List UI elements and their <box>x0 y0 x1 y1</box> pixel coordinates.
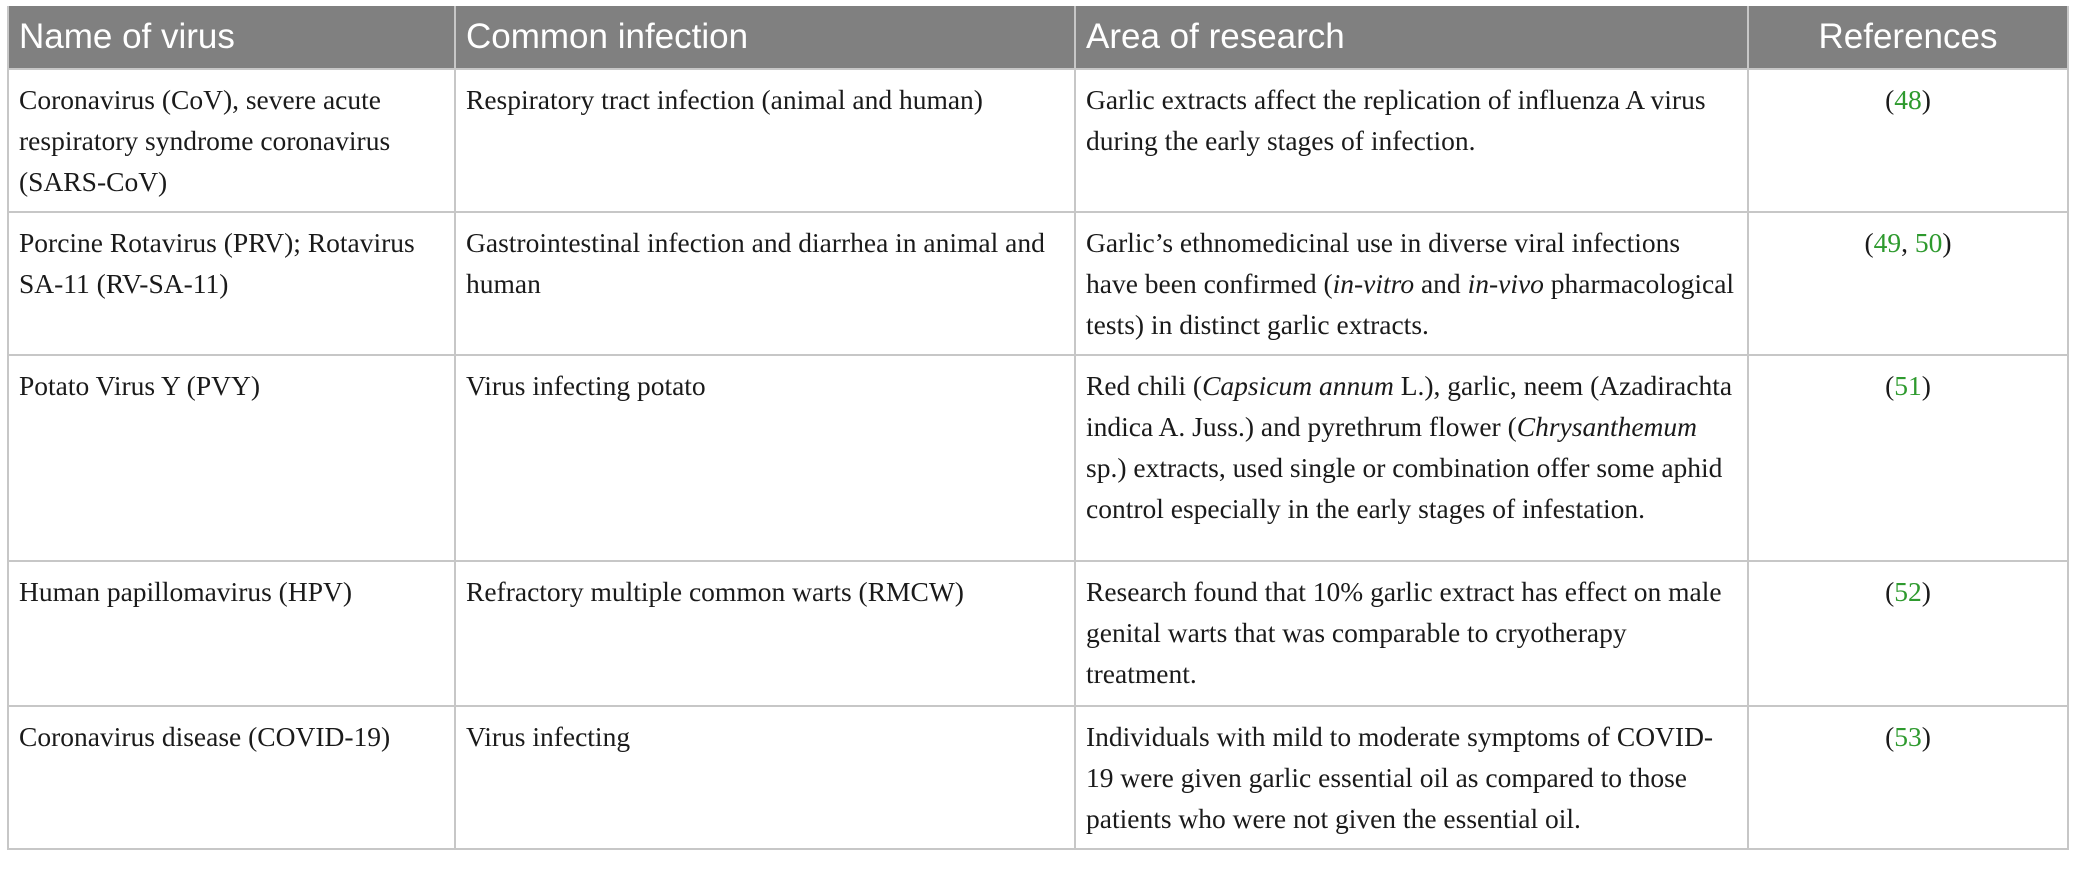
infection-cell: Virus infecting <box>455 706 1075 849</box>
header-research: Area of research <box>1075 6 1748 69</box>
research-cell: Garlic extracts affect the replication of influenza A virus during the early stages of infection. <box>1075 69 1748 212</box>
header-infection: Common infection <box>455 6 1075 69</box>
header-row <box>8 6 2068 69</box>
research-text: sp.) extracts, used single or combination offer some aphid control especially in the early stages of infestation. <box>1086 452 1723 524</box>
research-cell <box>1075 212 1748 355</box>
ref-paren-open: ( <box>1885 370 1895 401</box>
reference-link[interactable]: 49 <box>1873 227 1902 258</box>
infection-cell: Respiratory tract infection (animal and human) <box>455 69 1075 212</box>
reference-cell <box>1748 355 2068 561</box>
table-row <box>8 355 2068 561</box>
ref-paren-open: ( <box>1864 227 1874 258</box>
ref-paren-close: ) <box>1942 227 1952 258</box>
research-italic: Capsicum annum <box>1202 370 1394 401</box>
reference-link[interactable]: 53 <box>1894 721 1922 752</box>
research-text: Red chili ( <box>1086 370 1203 401</box>
reference-cell <box>1748 706 2068 849</box>
research-text: L.), garlic, neem (Azadirachta indica A. Juss.) and pyrethrum flower ( <box>1086 370 1733 442</box>
reference-cell <box>1748 69 2068 212</box>
ref-paren-open: ( <box>1885 576 1895 607</box>
header-references: References <box>1748 6 2068 69</box>
virus-cell: Porcine Rotavirus (PRV); Rotavirus SA-11 (RV-SA-11) <box>8 212 455 355</box>
reference-link[interactable]: 48 <box>1894 84 1922 115</box>
ref-paren-close: ) <box>1921 370 1931 401</box>
virus-research-table <box>7 6 2069 850</box>
table-row <box>8 706 2068 849</box>
ref-separator: , <box>1901 227 1915 258</box>
reference-cell <box>1748 561 2068 706</box>
research-cell <box>1075 355 1748 561</box>
research-italic: in-vivo <box>1467 268 1544 299</box>
research-italic: Chrysanthemum <box>1516 411 1698 442</box>
research-text: and <box>1414 268 1468 299</box>
infection-cell: Gastrointestinal infection and diarrhea in animal and human <box>455 212 1075 355</box>
table-row <box>8 561 2068 706</box>
table-row <box>8 212 2068 355</box>
ref-paren-close: ) <box>1921 576 1931 607</box>
reference-cell <box>1748 212 2068 355</box>
virus-cell: Potato Virus Y (PVY) <box>8 355 455 561</box>
header-virus: Name of virus <box>8 6 455 69</box>
research-italic: in-vitro <box>1332 268 1415 299</box>
virus-cell: Human papillomavirus (HPV) <box>8 561 455 706</box>
research-text: pharmacological tests) in distinct garlic extracts. <box>1086 268 1735 340</box>
ref-paren-open: ( <box>1885 84 1895 115</box>
ref-paren-close: ) <box>1921 84 1931 115</box>
research-cell: Research found that 10% garlic extract has effect on male genital warts that was comparable to cryotherapy treatment. <box>1075 561 1748 706</box>
infection-cell: Virus infecting potato <box>455 355 1075 561</box>
ref-paren-close: ) <box>1921 721 1931 752</box>
reference-link[interactable]: 50 <box>1914 227 1943 258</box>
research-text: Garlic’s ethnomedicinal use in diverse viral infections have been confirmed ( <box>1086 227 1681 299</box>
research-cell: Individuals with mild to moderate symptoms of COVID-19 were given garlic essential oil as compared to those patients who were not given the essential oil. <box>1075 706 1748 849</box>
reference-link[interactable]: 52 <box>1894 576 1922 607</box>
reference-link[interactable]: 51 <box>1894 370 1922 401</box>
ref-paren-open: ( <box>1885 721 1895 752</box>
table-row <box>8 69 2068 212</box>
virus-cell: Coronavirus disease (COVID-19) <box>8 706 455 849</box>
virus-cell: Coronavirus (CoV), severe acute respiratory syndrome coronavirus (SARS-CoV) <box>8 69 455 212</box>
infection-cell: Refractory multiple common warts (RMCW) <box>455 561 1075 706</box>
